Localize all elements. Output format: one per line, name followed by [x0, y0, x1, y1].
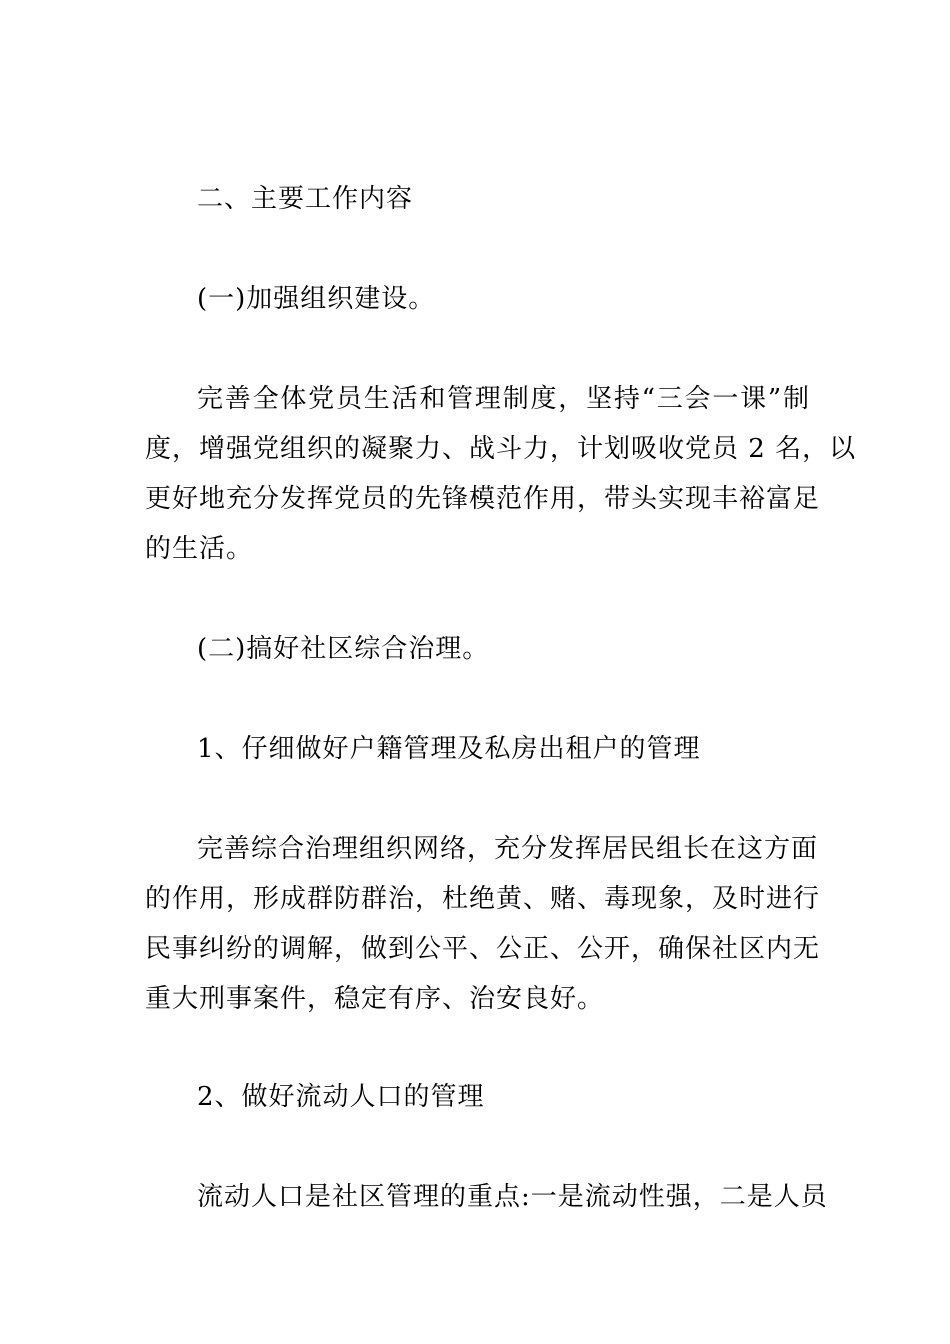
item-title-floating-population: 2、做好流动人口的管理 — [197, 1082, 485, 1112]
paragraph-line: 的作用，形成群防群治，杜绝黄、赌、毒现象，及时进行 — [145, 884, 821, 914]
paragraph-line: 度，增强党组织的凝聚力、战斗力，计划吸收党员 2 名，以 — [145, 434, 857, 464]
item-title-household-registration: 1、仔细做好户籍管理及私房出租户的管理 — [197, 734, 701, 764]
subsection-title-organization: (一)加强组织建设。 — [197, 284, 436, 314]
paragraph-line: 重大刑事案件，稳定有序、治安良好。 — [145, 984, 605, 1014]
paragraph-line: 的生活。 — [145, 534, 254, 564]
paragraph-line: 民事纠纷的调解，做到公平、公正、公开，确保社区内无 — [145, 934, 821, 964]
subsection-title-governance: (二)搞好社区综合治理。 — [197, 634, 490, 664]
paragraph-line: 更好地充分发挥党员的先锋模范作用，带头实现丰裕富足 — [145, 484, 821, 514]
section-heading: 二、主要工作内容 — [197, 184, 414, 214]
paragraph-line: 完善综合治理组织网络，充分发挥居民组长在这方面 — [197, 834, 819, 864]
paragraph-line: 流动人口是社区管理的重点:一是流动性强，二是人员 — [197, 1182, 828, 1212]
paragraph-line: 完善全体党员生活和管理制度，坚持“三会一课”制 — [197, 384, 810, 414]
